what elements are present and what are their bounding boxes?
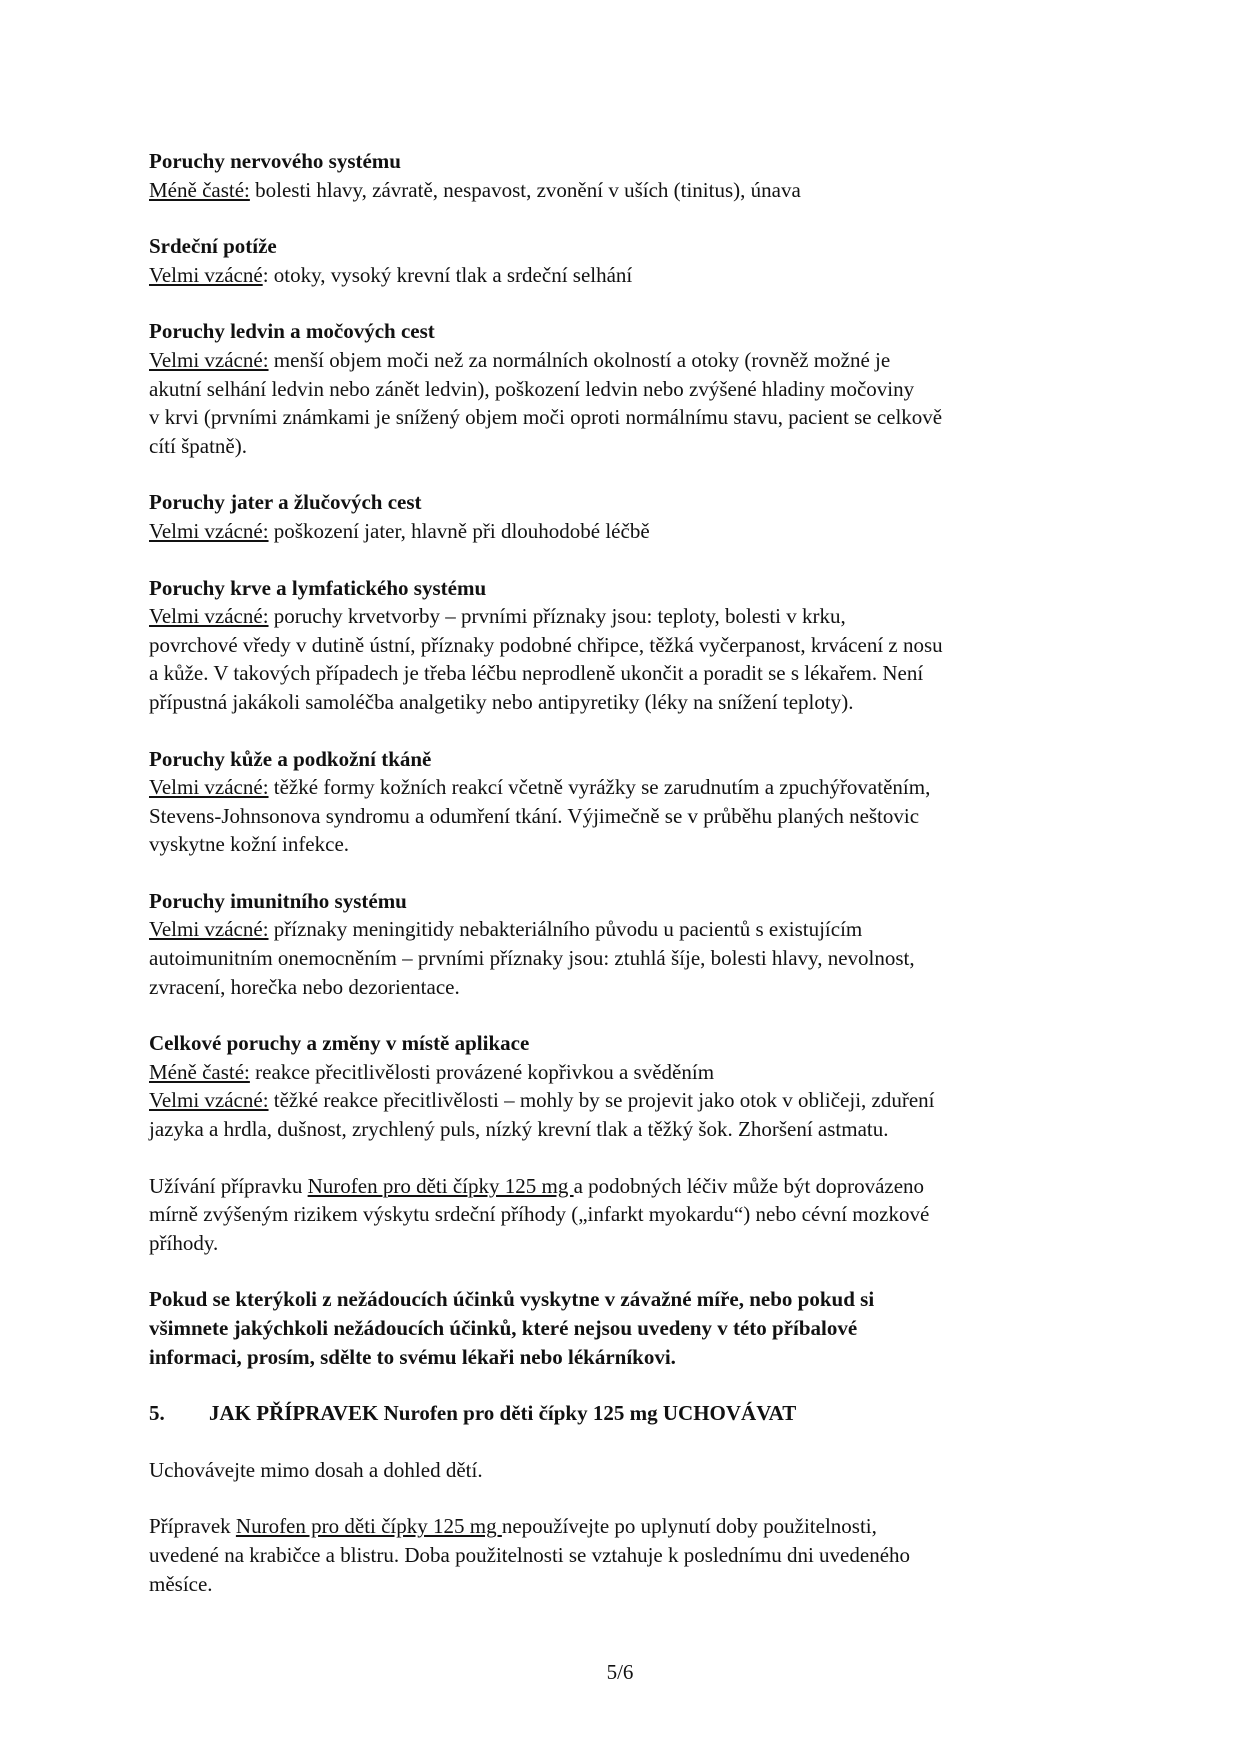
section-line: [149, 432, 1109, 461]
section-line: [149, 403, 1109, 432]
section-title: Poruchy kůže a podkožní tkáně: [149, 746, 432, 771]
section-title: Poruchy imunitního systému: [149, 888, 407, 913]
frequency-label: Méně časté:: [149, 1059, 250, 1084]
line-text: a kůže. V takových případech je třeba léčbu neprodleně ukončit a poradit se s lékařem. Není: [149, 661, 924, 686]
risk-line-1-post: a podobných léčiv může být doprovázeno: [573, 1173, 925, 1198]
line-text: cítí špatně).: [149, 433, 247, 458]
section-line: [149, 802, 1109, 831]
section-line: [149, 973, 1109, 1002]
adverse-effects-sections: [149, 147, 1109, 1144]
risk-line-2: mírně zvýšeným rizikem výskytu srdeční příhody („infarkt myokardu“) nebo cévní mozkové: [149, 1202, 930, 1227]
section-title: Poruchy jater a žlučových cest: [149, 490, 422, 515]
line-text: reakce přecitlivělosti provázené kopřivkou a svěděním: [249, 1059, 715, 1084]
storage-paragraph-2: [149, 1512, 1109, 1598]
section-5-title: JAK PŘÍPRAVEK Nurofen pro děti čípky 125 mg UCHOVÁVAT: [209, 1401, 797, 1426]
section-line: [149, 830, 1109, 859]
warning-line-1: Pokud se kterýkoli z nežádoucích účinků vyskytne v závažné míře, nebo pokud si: [149, 1287, 875, 1312]
line-text: jazyka a hrdla, dušnost, zrychlený puls, nízký krevní tlak a těžký šok. Zhoršení astmatu.: [149, 1117, 889, 1142]
risk-line-1: [149, 1172, 1109, 1201]
section-line: [149, 688, 1109, 717]
section-line: [149, 773, 1109, 802]
section-line: [149, 1086, 1109, 1115]
section-title: Celkové poruchy a změny v místě aplikace: [149, 1031, 530, 1056]
line-text: těžké formy kožních reakcí včetně vyrážky se zarudnutím a zpuchýřovatěním,: [268, 775, 931, 800]
line-text: akutní selhání ledvin nebo zánět ledvin), poškození ledvin nebo zvýšené hladiny močoviny: [149, 376, 915, 401]
section-line: [149, 1058, 1109, 1087]
storage-line: Uchovávejte mimo dosah a dohled dětí.: [149, 1457, 483, 1482]
effect-section: [149, 147, 1109, 204]
section-line: [149, 631, 1109, 660]
frequency-label: Velmi vzácné:: [149, 604, 269, 629]
frequency-label: Velmi vzácné:: [149, 518, 269, 543]
line-text: těžké reakce přecitlivělosti – mohly by se projevit jako otok v obličeji, zduření: [268, 1088, 935, 1113]
effect-section: [149, 887, 1109, 1001]
line-text: zvracení, horečka nebo dezorientace.: [149, 974, 460, 999]
warning-paragraph: [149, 1285, 1109, 1371]
line-text: poruchy krvetvorby – prvními příznaky jsou: teploty, bolesti v krku,: [268, 604, 846, 629]
product-name-underlined: Nurofen pro děti čípky 125 mg: [235, 1514, 502, 1539]
section-title: Poruchy krve a lymfatického systému: [149, 575, 487, 600]
effect-section: [149, 232, 1109, 289]
line-text: příznaky meningitidy nebakteriálního původu u pacientů s existujícím: [268, 917, 863, 942]
risk-line-1-pre: Užívání přípravku: [149, 1173, 308, 1198]
line-text: bolesti hlavy, závratě, nespavost, zvonění v uších (tinitus), únava: [249, 177, 801, 202]
section-title: Poruchy nervového systému: [149, 149, 401, 173]
section-5-number: 5.: [149, 1401, 165, 1426]
warning-line-2: všimnete jakýchkoli nežádoucích účinků, které nejsou uvedeny v této příbalové: [149, 1316, 858, 1340]
effect-section: [149, 317, 1109, 460]
section-5-heading: [149, 1399, 1109, 1428]
frequency-label: Velmi vzácné:: [149, 347, 269, 372]
section-line: [149, 602, 1109, 631]
storage-2-line-1-post: nepoužívejte po uplynutí doby použitelnosti,: [501, 1514, 877, 1539]
document-body: [149, 147, 1109, 1626]
section-line: [149, 261, 1109, 290]
frequency-label: Velmi vzácné:: [149, 775, 269, 800]
storage-2-line-3: měsíce.: [149, 1571, 213, 1596]
line-text: poškození jater, hlavně při dlouhodobé léčbě: [268, 518, 650, 543]
section-title: Poruchy ledvin a močových cest: [149, 319, 435, 344]
warning-line-3: informaci, prosím, sdělte to svému lékaři nebo lékárníkovi.: [149, 1344, 676, 1369]
effect-section: [149, 488, 1109, 545]
effect-section: [149, 1029, 1109, 1143]
storage-2-line-1-pre: Přípravek: [149, 1514, 236, 1539]
line-text: povrchové vředy v dutině ústní, příznaky podobné chřipce, těžká vyčerpanost, krvácení z nosu: [149, 632, 943, 657]
section-line: [149, 659, 1109, 688]
risk-paragraph: [149, 1172, 1109, 1258]
frequency-label: Velmi vzácné:: [149, 1088, 269, 1113]
section-line: [149, 517, 1109, 546]
risk-line-3: příhody.: [149, 1230, 219, 1255]
frequency-label: Velmi vzácné: [149, 262, 263, 287]
effect-section: [149, 745, 1109, 859]
line-text: autoimunitním onemocněním – prvními příznaky jsou: ztuhlá šíje, bolesti hlavy, nevolnost,: [149, 946, 915, 971]
storage-2-line-2: uvedené na krabičce a blistru. Doba použitelnosti se vztahuje k poslednímu dni uvedeného: [149, 1542, 911, 1567]
product-name-underlined: Nurofen pro děti čípky 125 mg: [307, 1173, 574, 1198]
line-text: menší objem moči než za normálních okolností a otoky (rovněž možné je: [268, 347, 891, 372]
section-line: [149, 1115, 1109, 1144]
line-text: vyskytne kožní infekce.: [149, 832, 350, 857]
effect-section: [149, 574, 1109, 717]
section-line: [149, 176, 1109, 205]
section-line: [149, 944, 1109, 973]
frequency-label: Méně časté:: [149, 177, 250, 202]
line-text: Stevens-Johnsonova syndromu a odumření tkání. Výjimečně se v průběhu planých neštovic: [149, 803, 920, 828]
section-line: [149, 915, 1109, 944]
frequency-label: Velmi vzácné:: [149, 917, 269, 942]
section-title: Srdeční potíže: [149, 234, 277, 259]
line-text: v krvi (prvními známkami je snížený objem moči oproti normálnímu stavu, pacient se celkově: [149, 405, 943, 430]
line-text: přípustná jakákoli samoléčba analgetiky nebo antipyretiky (léky na snížení teploty).: [149, 689, 854, 714]
storage-paragraph-1: [149, 1456, 1109, 1485]
section-line: [149, 346, 1109, 375]
section-line: [149, 375, 1109, 404]
page-number: 5/6: [606, 1660, 634, 1684]
line-text: : otoky, vysoký krevní tlak a srdeční selhání: [262, 262, 633, 287]
storage-2-line-1: [149, 1512, 1109, 1541]
